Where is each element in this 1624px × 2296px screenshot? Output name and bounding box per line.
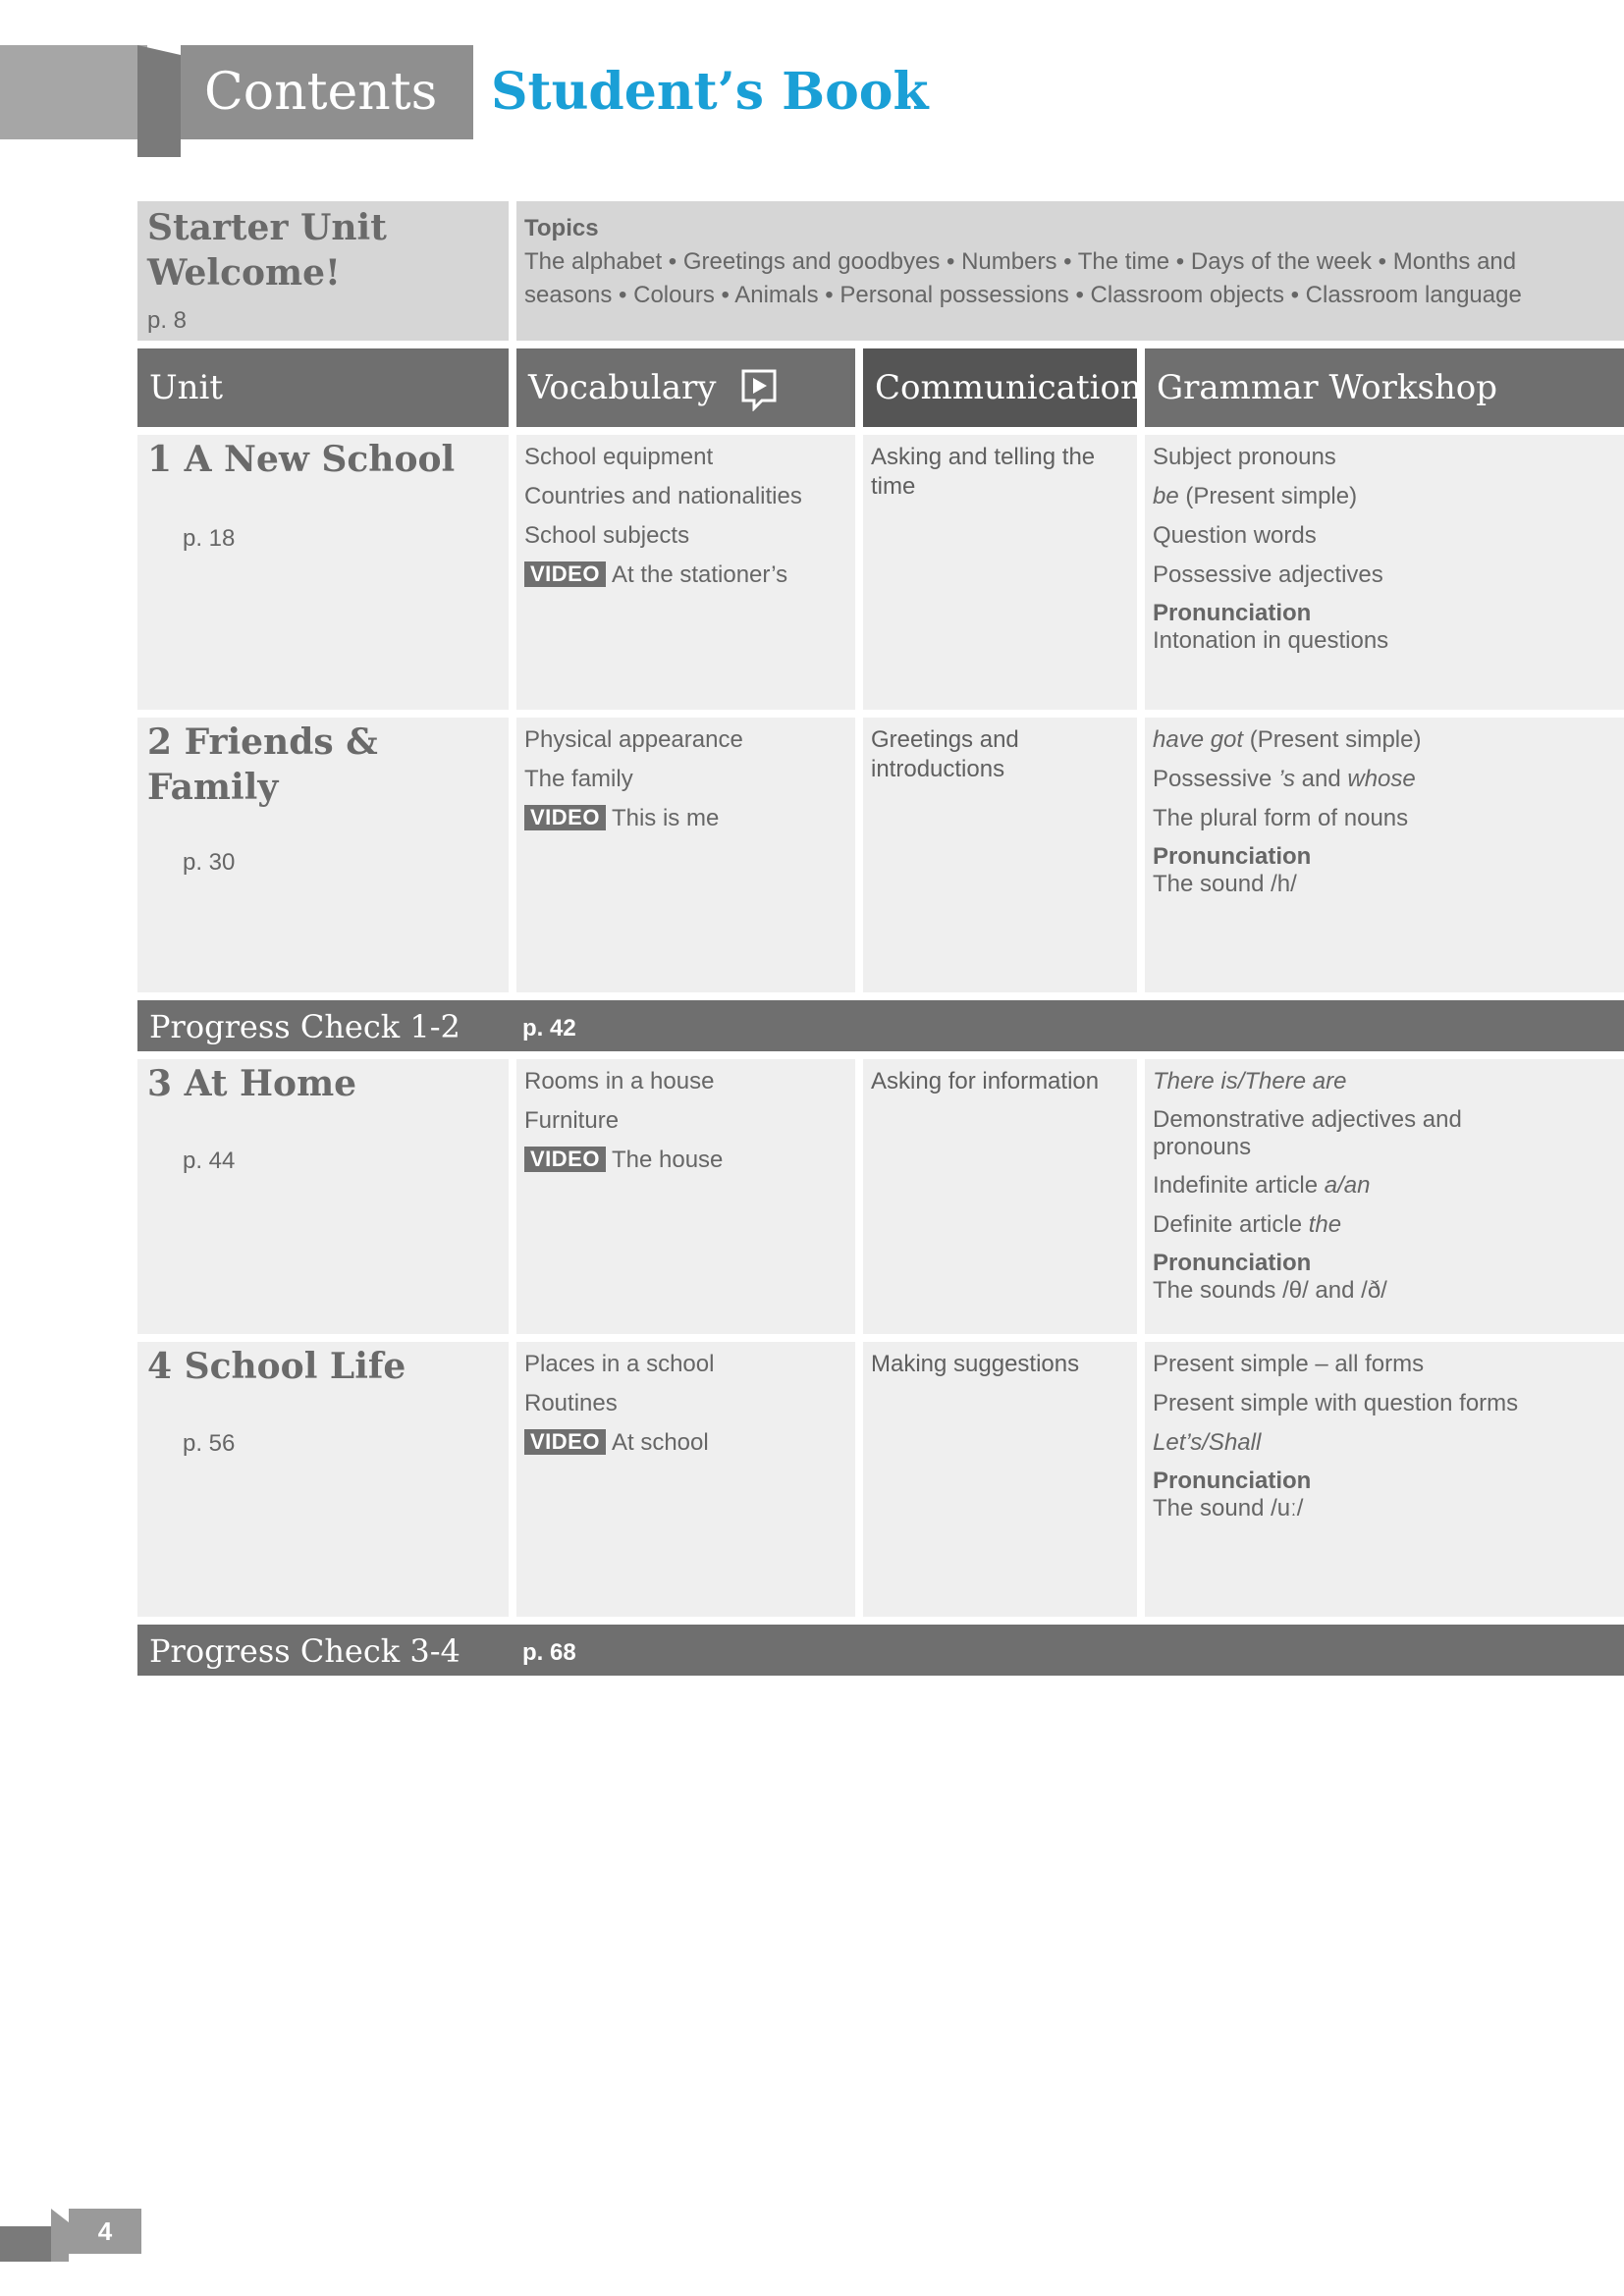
unit-4-cell	[137, 1342, 509, 1617]
column-header-unit: Unit	[137, 348, 509, 427]
vocab-item: Rooms in a house	[524, 1068, 715, 1095]
starter-unit-cell	[137, 201, 509, 341]
video-title: This is me	[611, 805, 720, 831]
unit-1-vocabulary-cell	[516, 435, 855, 710]
grammar-item: Let’s/Shall	[1153, 1429, 1262, 1456]
communication-text: Asking and telling the time	[871, 444, 1096, 500]
unit-1-title: 1 A New School	[147, 439, 456, 480]
video-title: At the stationer’s	[611, 561, 788, 588]
page-number-fold	[51, 2209, 69, 2262]
unit-3-title: 3 At Home	[147, 1063, 357, 1104]
starter-topics-cell	[516, 201, 1624, 341]
video-badge: VIDEO	[524, 561, 606, 587]
communication-text: Making suggestions	[871, 1351, 1080, 1377]
vocab-item: Countries and nationalities	[524, 483, 802, 509]
unit-4-vocabulary-cell	[516, 1342, 855, 1617]
grammar-item	[1153, 725, 1618, 755]
topics-line-2: seasons • Colours • Animals • Personal possessions • Classroom objects • Classroom language	[524, 282, 1522, 308]
unit-2-communication-cell	[863, 718, 1137, 992]
communication-text: Asking for information	[871, 1068, 1100, 1095]
grammar-item: Present simple with question forms	[1153, 1390, 1519, 1416]
grammar-text: (Present simple)	[1178, 483, 1358, 509]
unit-3-grammar-cell	[1145, 1059, 1624, 1334]
unit-2-vocabulary-cell	[516, 718, 855, 992]
grammar-text: Definite article	[1153, 1211, 1309, 1238]
video-badge: VIDEO	[524, 805, 606, 830]
grammar-item: Present simple – all forms	[1153, 1351, 1425, 1377]
pronunciation-value: Intonation in questions	[1153, 627, 1389, 654]
column-header-communication: Communication	[863, 348, 1137, 427]
grammar-item: The plural form of nouns	[1153, 805, 1409, 831]
column-header-grammar: Grammar Workshop	[1145, 348, 1624, 427]
video-item	[524, 1146, 849, 1175]
unit-3-page: p. 44	[183, 1148, 236, 1174]
vocab-item: Physical appearance	[524, 726, 743, 753]
header-band	[0, 45, 147, 139]
grammar-italic: be	[1153, 483, 1179, 509]
unit-4-page: p. 56	[183, 1430, 236, 1457]
unit-1-communication-cell	[863, 435, 1137, 710]
topics-label: Topics	[524, 215, 599, 241]
video-item	[524, 1428, 849, 1458]
pronunciation-label: Pronunciation	[1153, 1250, 1312, 1276]
unit-4-communication-cell	[863, 1342, 1137, 1617]
grammar-italic: the	[1308, 1211, 1342, 1238]
vocab-item: Places in a school	[524, 1351, 715, 1377]
grammar-item: Subject pronouns	[1153, 444, 1336, 470]
play-video-icon	[740, 368, 778, 411]
pronunciation-value: The sound /h/	[1153, 871, 1297, 897]
unit-2-grammar-cell	[1145, 718, 1624, 992]
vocabulary-label: Vocabulary	[528, 368, 717, 407]
grammar-italic: ’s	[1278, 766, 1295, 792]
vocab-item: The family	[524, 766, 633, 792]
grammar-text: Indefinite article	[1153, 1172, 1325, 1199]
unit-3-communication-cell	[863, 1059, 1137, 1334]
video-item	[524, 804, 849, 833]
pronunciation-value: The sound /uː/	[1153, 1495, 1304, 1522]
progress-check-title: Progress Check 1-2	[149, 1008, 460, 1045]
grammar-text: (Present simple)	[1243, 726, 1422, 753]
vocab-item: Furniture	[524, 1107, 620, 1134]
grammar-text: and	[1294, 766, 1348, 792]
video-badge: VIDEO	[524, 1147, 606, 1172]
grammar-italic: whose	[1347, 766, 1416, 792]
grammar-item: Possessive adjectives	[1153, 561, 1383, 588]
book-title: Student’s Book	[491, 62, 929, 122]
unit-1-grammar-cell	[1145, 435, 1624, 710]
pronunciation-label: Pronunciation	[1153, 843, 1312, 870]
video-item	[524, 561, 849, 590]
communication-text: Greetings and introductions	[871, 726, 1019, 782]
header-fold	[137, 45, 181, 157]
grammar-italic: have got	[1153, 726, 1244, 753]
video-title: The house	[611, 1147, 724, 1173]
progress-check-page: p. 68	[522, 1639, 576, 1666]
grammar-item	[1153, 482, 1618, 511]
vocab-item: School subjects	[524, 522, 690, 549]
starter-unit-title: Starter Unit Welcome!	[147, 207, 387, 294]
unit-2-page: p. 30	[183, 849, 236, 876]
page-number-band	[0, 2226, 55, 2262]
progress-check-3-4-bar	[137, 1625, 1624, 1676]
pronunciation-value: The sounds /θ/ and /ð/	[1153, 1277, 1387, 1304]
vocab-item: School equipment	[524, 444, 714, 470]
grammar-item	[1153, 1171, 1618, 1201]
video-badge: VIDEO	[524, 1429, 606, 1455]
pronunciation-label: Pronunciation	[1153, 600, 1312, 626]
grammar-item: Question words	[1153, 522, 1317, 549]
progress-check-1-2-bar	[137, 1000, 1624, 1051]
pronunciation-label: Pronunciation	[1153, 1468, 1312, 1494]
unit-3-vocabulary-cell	[516, 1059, 855, 1334]
unit-1-cell	[137, 435, 509, 710]
grammar-item	[1153, 765, 1618, 794]
vocab-item: Routines	[524, 1390, 618, 1416]
unit-2-cell	[137, 718, 509, 992]
grammar-text: Possessive	[1153, 766, 1279, 792]
grammar-item: Demonstrative adjectives and pronouns	[1153, 1106, 1462, 1160]
unit-4-grammar-cell	[1145, 1342, 1624, 1617]
page-number: 4	[69, 2209, 141, 2254]
starter-unit-page: p. 8	[147, 307, 188, 334]
grammar-item	[1153, 1210, 1618, 1240]
topics-line-1: The alphabet • Greetings and goodbyes • Numbers • The time • Days of the week • Months and	[524, 248, 1517, 275]
contents-heading: Contents	[181, 45, 473, 139]
unit-4-title: 4 School Life	[147, 1346, 406, 1387]
column-header-vocabulary	[516, 348, 855, 427]
video-title: At school	[611, 1429, 709, 1456]
grammar-item: There is/There are	[1153, 1068, 1347, 1095]
grammar-italic: a/an	[1324, 1172, 1371, 1199]
progress-check-title: Progress Check 3-4	[149, 1632, 460, 1670]
progress-check-page: p. 42	[522, 1015, 576, 1041]
unit-2-title: 2 Friends & Family	[147, 721, 378, 808]
unit-3-cell	[137, 1059, 509, 1334]
unit-1-page: p. 18	[183, 525, 236, 552]
